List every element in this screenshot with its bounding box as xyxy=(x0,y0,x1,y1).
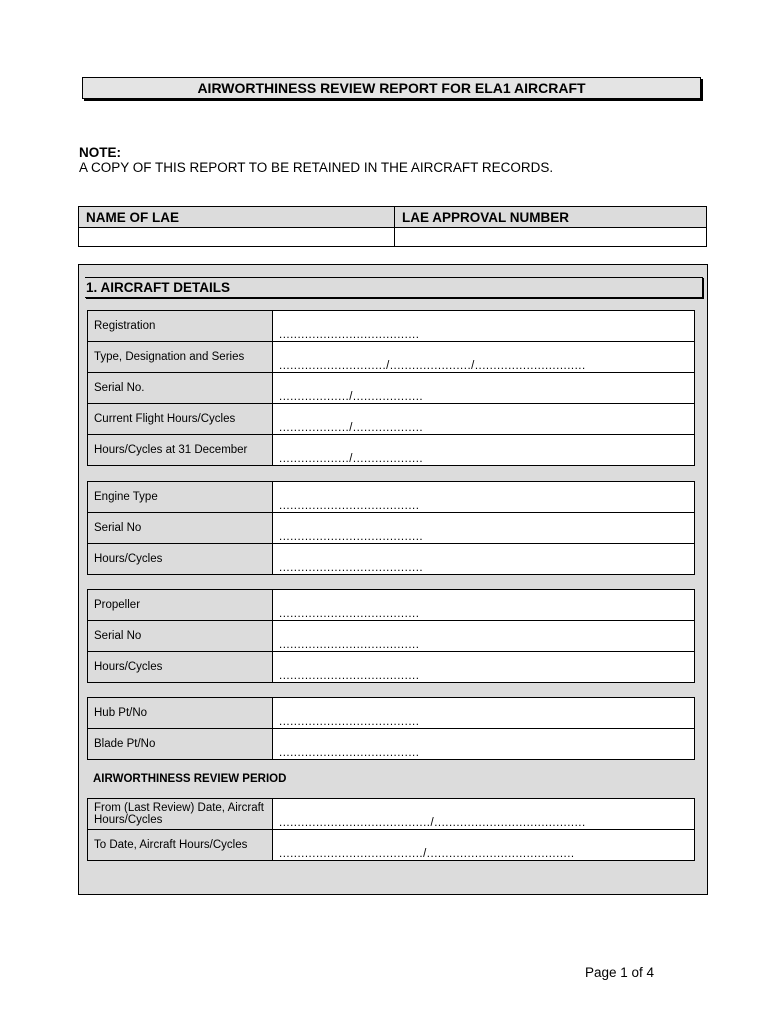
serial-no-label: Serial No. xyxy=(88,373,273,404)
section-heading: 1. AIRCRAFT DETAILS xyxy=(85,277,703,298)
lae-table xyxy=(78,206,707,247)
table-row xyxy=(88,590,695,621)
to-date-field[interactable]: ......................................./........................................ xyxy=(273,830,695,861)
table-row xyxy=(88,435,695,466)
hub-label: Hub Pt/No xyxy=(88,698,273,729)
engine-serial-field[interactable]: ....................................... xyxy=(273,513,695,544)
engine-type-field[interactable]: ...................................... xyxy=(273,482,695,513)
table-row xyxy=(88,652,695,683)
table-row xyxy=(88,621,695,652)
table-row xyxy=(88,482,695,513)
type-designation-field[interactable]: ............................./....................../.............................. xyxy=(273,342,695,373)
table-row xyxy=(88,544,695,575)
to-date-label: To Date, Aircraft Hours/Cycles xyxy=(88,830,273,861)
engine-type-label: Engine Type xyxy=(88,482,273,513)
type-designation-label: Type, Designation and Series xyxy=(88,342,273,373)
propeller-serial-field[interactable]: ...................................... xyxy=(273,621,695,652)
current-hours-label: Current Flight Hours/Cycles xyxy=(88,404,273,435)
from-date-field[interactable]: ........................................./......................................... xyxy=(273,799,695,830)
lae-name-field[interactable] xyxy=(79,228,395,247)
engine-group xyxy=(87,481,695,575)
lae-approval-field[interactable] xyxy=(395,228,707,247)
blade-label: Blade Pt/No xyxy=(88,729,273,760)
propeller-label: Propeller xyxy=(88,590,273,621)
engine-hours-field[interactable]: ....................................... xyxy=(273,544,695,575)
table-row xyxy=(88,729,695,760)
table-row xyxy=(88,404,695,435)
serial-no-field[interactable]: .................../................... xyxy=(273,373,695,404)
table-row xyxy=(88,799,695,830)
propeller-hours-field[interactable]: ...................................... xyxy=(273,652,695,683)
engine-hours-label: Hours/Cycles xyxy=(88,544,273,575)
note-heading: NOTE: xyxy=(79,145,121,160)
review-period-heading: AIRWORTHINESS REVIEW PERIOD xyxy=(93,773,287,785)
table-row xyxy=(88,342,695,373)
note-block xyxy=(79,145,553,175)
hours-31-dec-label: Hours/Cycles at 31 December xyxy=(88,435,273,466)
propeller-hours-label: Hours/Cycles xyxy=(88,652,273,683)
propeller-field[interactable]: ...................................... xyxy=(273,590,695,621)
registration-field[interactable]: ...................................... xyxy=(273,311,695,342)
from-date-label: From (Last Review) Date, Aircraft Hours/Cycles xyxy=(88,799,273,830)
propeller-group xyxy=(87,589,695,683)
table-row xyxy=(88,311,695,342)
blade-field[interactable]: ...................................... xyxy=(273,729,695,760)
note-text: A COPY OF THIS REPORT TO BE RETAINED IN THE AIRCRAFT RECORDS. xyxy=(79,160,554,175)
page-number: Page 1 of 4 xyxy=(585,965,655,980)
hours-31-dec-field[interactable]: .................../................... xyxy=(273,435,695,466)
hub-field[interactable]: ...................................... xyxy=(273,698,695,729)
aircraft-details-panel xyxy=(78,264,708,895)
table-row xyxy=(88,830,695,861)
table-row xyxy=(88,698,695,729)
table-row xyxy=(88,513,695,544)
report-title: AIRWORTHINESS REVIEW REPORT FOR ELA1 AIRCRAFT xyxy=(82,77,701,99)
registration-label: Registration xyxy=(88,311,273,342)
review-period-group xyxy=(87,798,695,861)
engine-serial-label: Serial No xyxy=(88,513,273,544)
current-hours-field[interactable]: .................../................... xyxy=(273,404,695,435)
aircraft-group xyxy=(87,310,695,466)
table-row xyxy=(88,373,695,404)
propeller-serial-label: Serial No xyxy=(88,621,273,652)
lae-name-header: NAME OF LAE xyxy=(79,207,395,228)
hub-blade-group xyxy=(87,697,695,760)
lae-approval-header: LAE APPROVAL NUMBER xyxy=(395,207,707,228)
